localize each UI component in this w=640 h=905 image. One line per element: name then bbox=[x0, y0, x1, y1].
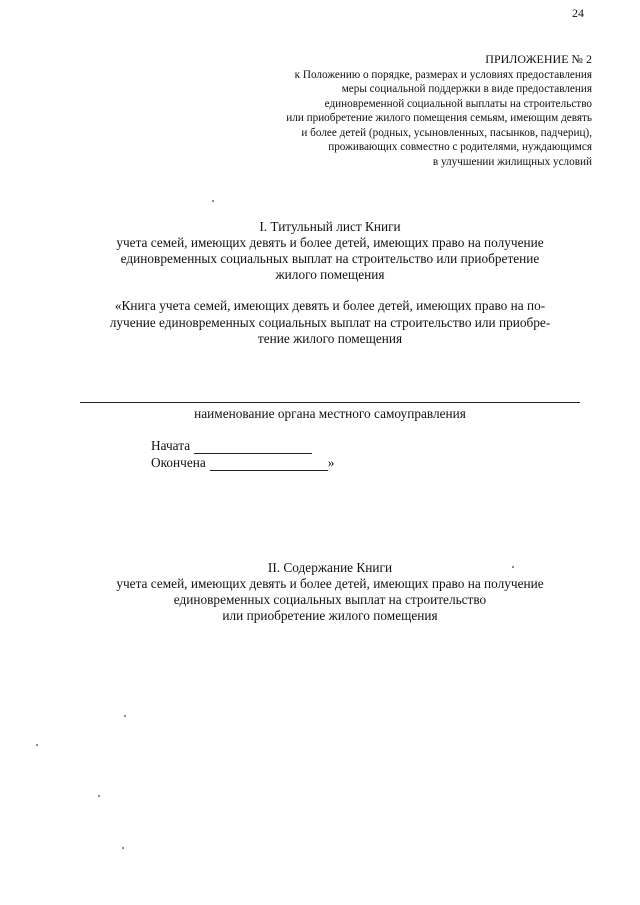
section-subtitle-line: жилого помещения bbox=[275, 267, 385, 282]
book-title-quote bbox=[80, 298, 580, 348]
start-date-row bbox=[151, 437, 334, 454]
end-date-label: Окончена bbox=[151, 455, 206, 470]
dates-block bbox=[151, 437, 334, 471]
section-subtitle-line: учета семей, имеющих девять и более детей, имеющих право на получение bbox=[116, 576, 544, 591]
section-contents bbox=[60, 560, 600, 624]
section-heading: II. Содержание Книги bbox=[267, 560, 393, 575]
appendix-line: и более детей (родных, усыновленных, пасынков, падчериц), bbox=[301, 126, 592, 139]
end-date-blank bbox=[210, 457, 328, 471]
section-subtitle-line: единовременных социальных выплат на строительство bbox=[173, 592, 487, 607]
end-date-suffix: » bbox=[327, 455, 335, 470]
quote-line: лучение единовременных социальных выплат на строительство или приобре- bbox=[109, 314, 551, 330]
section-heading: I. Титульный лист Книги bbox=[259, 219, 401, 234]
start-date-blank bbox=[194, 440, 312, 454]
appendix-line: к Положению о порядке, размерах и условиях предоставления bbox=[294, 68, 592, 81]
appendix-line: единовременной социальной выплаты на строительство bbox=[324, 97, 592, 110]
appendix-line: или приобретение жилого помещения семьям, имеющим девять bbox=[286, 112, 592, 124]
authority-caption: наименование органа местного самоуправления bbox=[194, 406, 466, 421]
quote-line: тение жилого помещения bbox=[257, 331, 403, 346]
start-date-label: Начата bbox=[151, 438, 191, 453]
quote-line: «Книга учета семей, имеющих девять и более детей, имеющих право на по- bbox=[114, 298, 546, 313]
appendix-line: проживающих совместно с родителями, нуждающимся bbox=[328, 141, 592, 153]
section-title-page bbox=[60, 219, 600, 283]
appendix-line: меры социальной поддержки в виде предоставления bbox=[341, 83, 592, 95]
section-subtitle-line: или приобретение жилого помещения bbox=[222, 608, 438, 623]
section-subtitle-line: учета семей, имеющих девять и более детей, имеющих право на получение bbox=[116, 235, 544, 250]
appendix-block bbox=[172, 52, 592, 169]
appendix-line: в улучшении жилищных условий bbox=[432, 155, 592, 168]
page-number: 24 bbox=[572, 6, 584, 20]
appendix-heading: ПРИЛОЖЕНИЕ № 2 bbox=[485, 52, 592, 66]
section-subtitle-line: единовременных социальных выплат на строительство или приобретение bbox=[120, 251, 540, 266]
authority-name-line bbox=[80, 402, 580, 403]
end-date-row bbox=[151, 454, 334, 471]
